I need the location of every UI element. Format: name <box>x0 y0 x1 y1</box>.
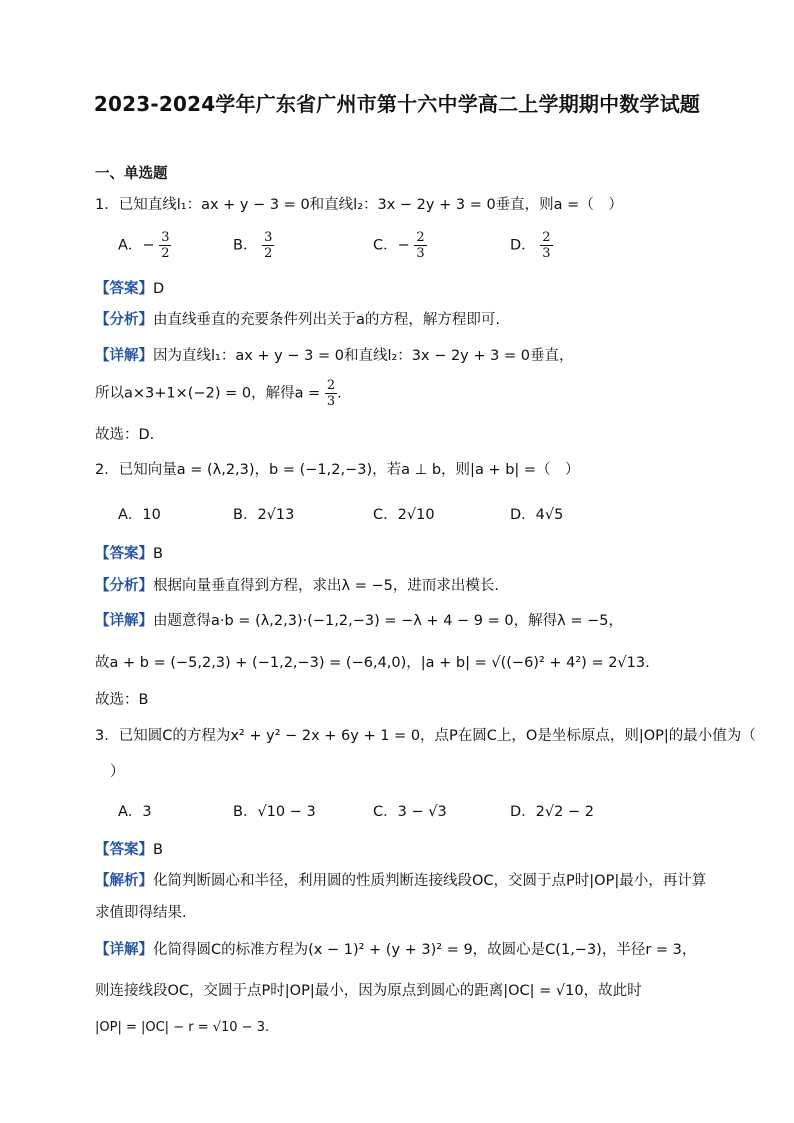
question-3-stem-line-2: ） <box>110 764 125 780</box>
question-3-detail-3: |OP| = |OC| − r = √10 − 3. <box>95 1020 270 1035</box>
question-2-option-d: D．4√5 <box>510 507 564 523</box>
question-2-answer: 【答案】B <box>95 546 163 562</box>
question-3-detail-1: 【详解】化简得圆C的标准方程为(x − 1)² + (y + 3)² = 9，故圆心是C(1,−3)，半径r = 3， <box>95 942 697 958</box>
question-3-detail-2: 则连接线段OC，交圆于点P时|OP|最小，因为原点到圆心的距离|OC| = √10，故此时 <box>95 983 642 999</box>
question-2-stem: 2．已知向量a = (λ,2,3)，b = (−1,2,−3)，若a ⊥ b，则|a + b| =（ ） <box>95 462 580 478</box>
question-2-detail-2: 故a + b = (−5,2,3) + (−1,2,−3) = (−6,4,0)，|a + b| = √((−6)² + 4²) = 2√13. <box>95 655 650 671</box>
question-2-option-a: A．10 <box>118 507 161 523</box>
question-1-option-b: B． $\frac{3}{2}$ <box>233 230 273 261</box>
question-3-analysis-2: 求值即得结果. <box>95 905 187 921</box>
question-1-detail-1: 【详解】因为直线l₁：ax + y − 3 = 0和直线l₂：3x − 2y + 3 = 0垂直， <box>95 348 574 364</box>
question-2-option-b: B．2√13 <box>233 507 295 523</box>
question-1-option-a: A．− $\frac{3}{2}$ <box>118 230 170 261</box>
detail-tag: 【详解】 <box>95 942 153 958</box>
fraction: $\frac{2}{3}$ <box>416 230 425 261</box>
fraction: $\frac{2}{3}$ <box>542 230 551 261</box>
analysis-tag: 【分析】 <box>95 312 153 328</box>
question-3-answer: 【答案】B <box>95 842 163 858</box>
answer-tag: 【答案】 <box>95 546 153 562</box>
question-1-stem: 1．已知直线l₁：ax + y − 3 = 0和直线l₂：3x − 2y + 3 = 0垂直，则a =（ ） <box>95 197 623 213</box>
fraction: $\frac{3}{2}$ <box>264 230 273 261</box>
question-3-option-d: D．2√2 − 2 <box>510 804 594 820</box>
page-title: 2023-2024学年广东省广州市第十六中学高二上学期期中数学试题 <box>93 92 701 116</box>
fraction: $\frac{3}{2}$ <box>161 230 170 261</box>
question-2-option-c: C．2√10 <box>373 507 435 523</box>
question-3-option-b: B．√10 − 3 <box>233 804 316 820</box>
question-3-stem-line-1: 3．已知圆C的方程为x² + y² − 2x + 6y + 1 = 0，点P在圆C上，O是坐标原点，则|OP|的最小值为（ <box>95 728 756 744</box>
analysis-tag: 【解析】 <box>95 873 153 889</box>
question-1-option-d: D． $\frac{2}{3}$ <box>510 230 551 261</box>
fraction: $\frac{2}{3}$ <box>326 378 336 409</box>
question-1-conclusion: 故选：D. <box>95 427 155 443</box>
question-1-analysis: 【分析】由直线垂直的充要条件列出关于a的方程，解方程即可. <box>95 312 500 328</box>
detail-tag: 【详解】 <box>95 348 153 364</box>
question-2-conclusion: 故选：B <box>95 692 149 708</box>
question-2-detail-1: 【详解】由题意得a·b = (λ,2,3)·(−1,2,−3) = −λ + 4 − 9 = 0，解得λ = −5， <box>95 613 623 629</box>
question-1-detail-2: 所以a×3+1×(−2) = 0，解得a = $\frac{2}{3}$ . <box>95 378 342 409</box>
question-3-option-c: C．3 − √3 <box>373 804 447 820</box>
section-heading: 一、单选题 <box>95 166 168 182</box>
question-1-option-c: C．− $\frac{2}{3}$ <box>373 230 425 261</box>
question-2-analysis: 【分析】根据向量垂直得到方程，求出λ = −5，进而求出模长. <box>95 578 499 594</box>
detail-tag: 【详解】 <box>95 613 153 629</box>
answer-tag: 【答案】 <box>95 281 153 297</box>
analysis-tag: 【分析】 <box>95 578 153 594</box>
question-1-answer: 【答案】D <box>95 281 165 297</box>
question-3-analysis-1: 【解析】化简判断圆心和半径，利用圆的性质判断连接线段OC，交圆于点P时|OP|最小，再计算 <box>95 873 707 889</box>
question-3-option-a: A．3 <box>118 804 152 820</box>
answer-tag: 【答案】 <box>95 842 153 858</box>
